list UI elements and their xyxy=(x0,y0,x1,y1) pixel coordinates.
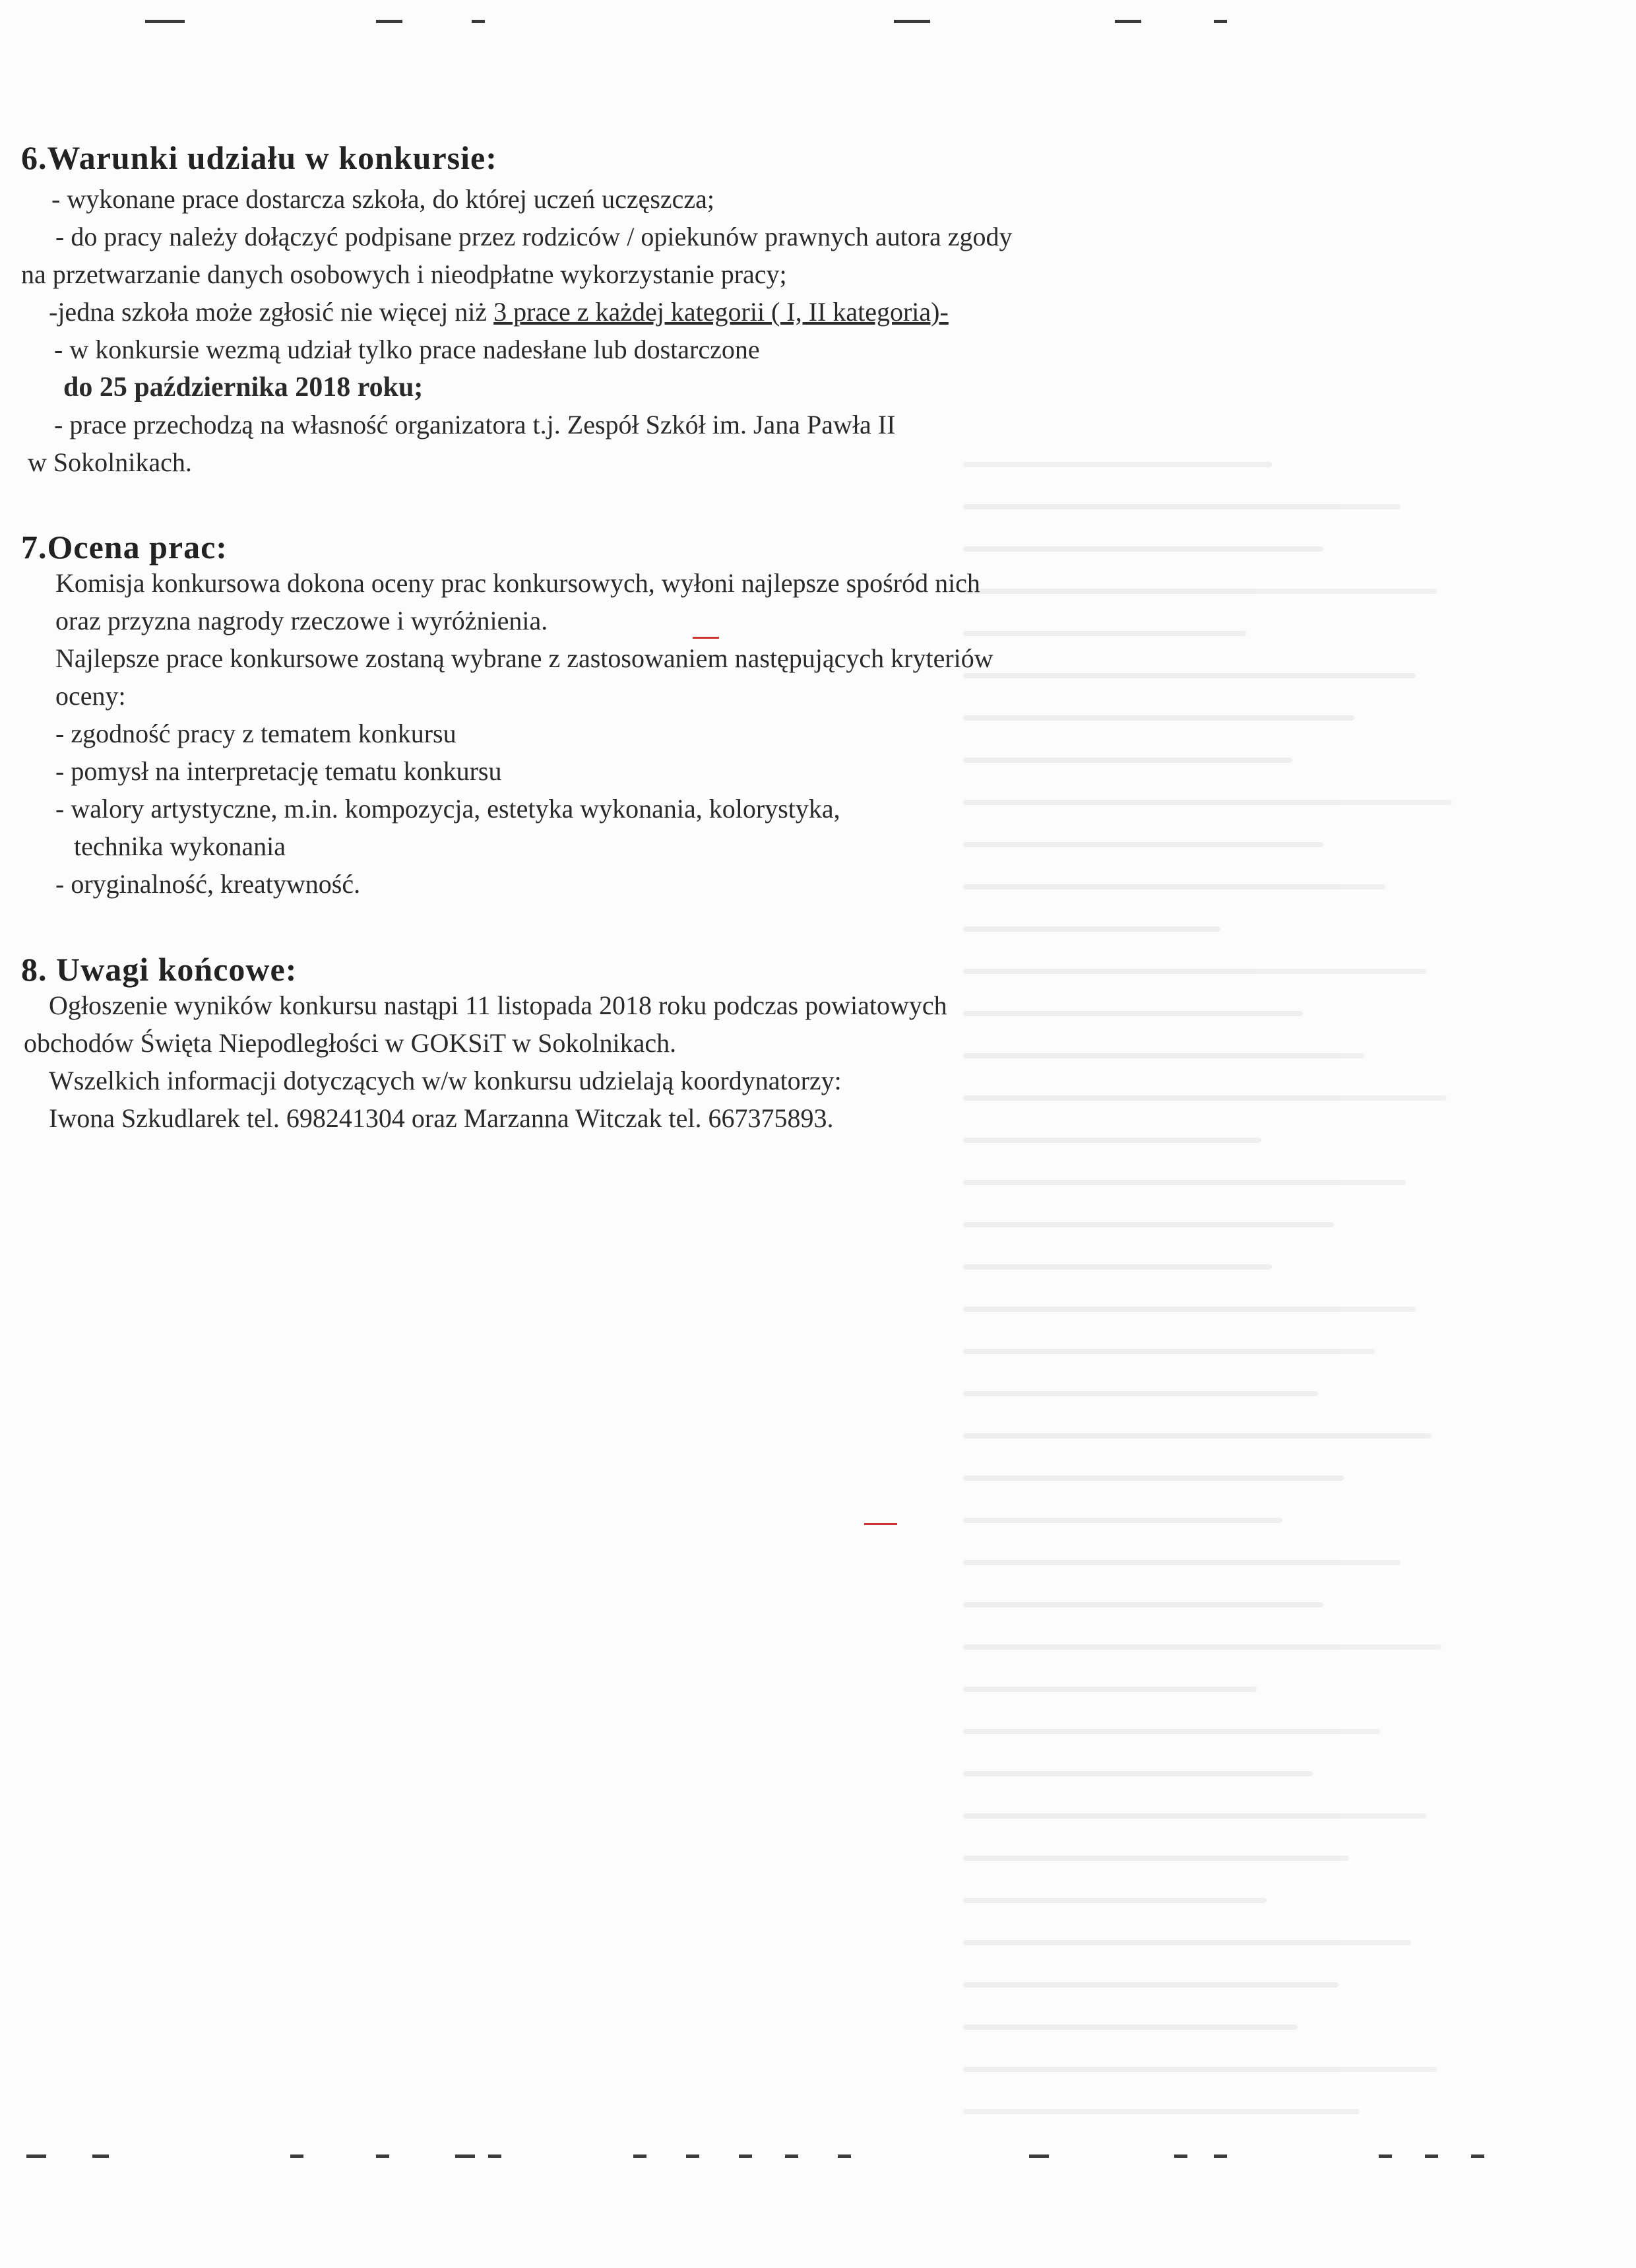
section-6-heading: 6.Warunki udziału w konkursie: xyxy=(21,139,497,176)
coordinators-contact: Iwona Szkudlarek tel. 698241304 oraz Marzanna Witczak tel. 667375893. xyxy=(49,1103,834,1133)
condition-line: - do pracy należy dołączyć podpisane przez rodziców / opiekunów prawnych autora zgody xyxy=(55,222,1013,251)
remarks-line: Ogłoszenie wyników konkursu nastąpi 11 listopada 2018 roku podczas powiatowych xyxy=(49,990,947,1020)
deadline: do 25 października 2018 roku; xyxy=(63,372,424,403)
evaluation-line: oraz przyzna nagrody rzeczowe i wyróżnienia. xyxy=(55,606,548,635)
criterion-item: - oryginalność, kreatywność. xyxy=(55,869,361,899)
condition-line: - wykonane prace dostarcza szkoła, do której uczeń uczęszcza; xyxy=(51,184,715,214)
scan-edge-top xyxy=(0,20,1636,24)
criterion-item: - walory artystyczne, m.in. kompozycja, estetyka wykonania, kolorystyka, xyxy=(55,794,840,824)
remarks-line: Wszelkich informacji dotyczących w/w konkursu udzielają koordynatorzy: xyxy=(49,1066,842,1095)
evaluation-line: Komisja konkursowa dokona oceny prac konkursowych, wyłoni najlepsze spośród nich xyxy=(55,568,980,598)
remarks-line: obchodów Święta Niepodległości w GOKSiT w Sokolnikach. xyxy=(24,1028,677,1058)
underlined-limit: 3 prace z każdej kategorii ( I, II kategoria)- xyxy=(493,297,949,327)
section-8-heading: 8. Uwagi końcowe: xyxy=(21,951,298,988)
condition-line: na przetwarzanie danych osobowych i nieodpłatne wykorzystanie pracy; xyxy=(21,259,787,289)
criterion-item: technika wykonania xyxy=(74,831,286,861)
pen-mark xyxy=(693,637,719,639)
criterion-item: - zgodność pracy z tematem konkursu xyxy=(55,719,456,748)
condition-line: - prace przechodzą na własność organizatora t.j. Zespół Szkół im. Jana Pawła II xyxy=(54,410,896,439)
condition-line-submissions xyxy=(49,296,949,327)
criterion-item: - pomysł na interpretację tematu konkursu xyxy=(55,756,502,786)
evaluation-line: oceny: xyxy=(55,681,126,711)
pen-mark xyxy=(864,1523,897,1525)
section-7-heading: 7.Ocena prac: xyxy=(21,529,228,566)
condition-text: -jedna szkoła może zgłosić nie więcej niż xyxy=(49,297,494,327)
condition-line: w Sokolnikach. xyxy=(28,447,192,477)
evaluation-line: Najlepsze prace konkursowe zostaną wybrane z zastosowaniem następujących kryteriów xyxy=(55,643,993,673)
reverse-side-bleed xyxy=(963,462,1478,2164)
condition-line: - w konkursie wezmą udział tylko prace nadesłane lub dostarczone xyxy=(54,335,760,364)
